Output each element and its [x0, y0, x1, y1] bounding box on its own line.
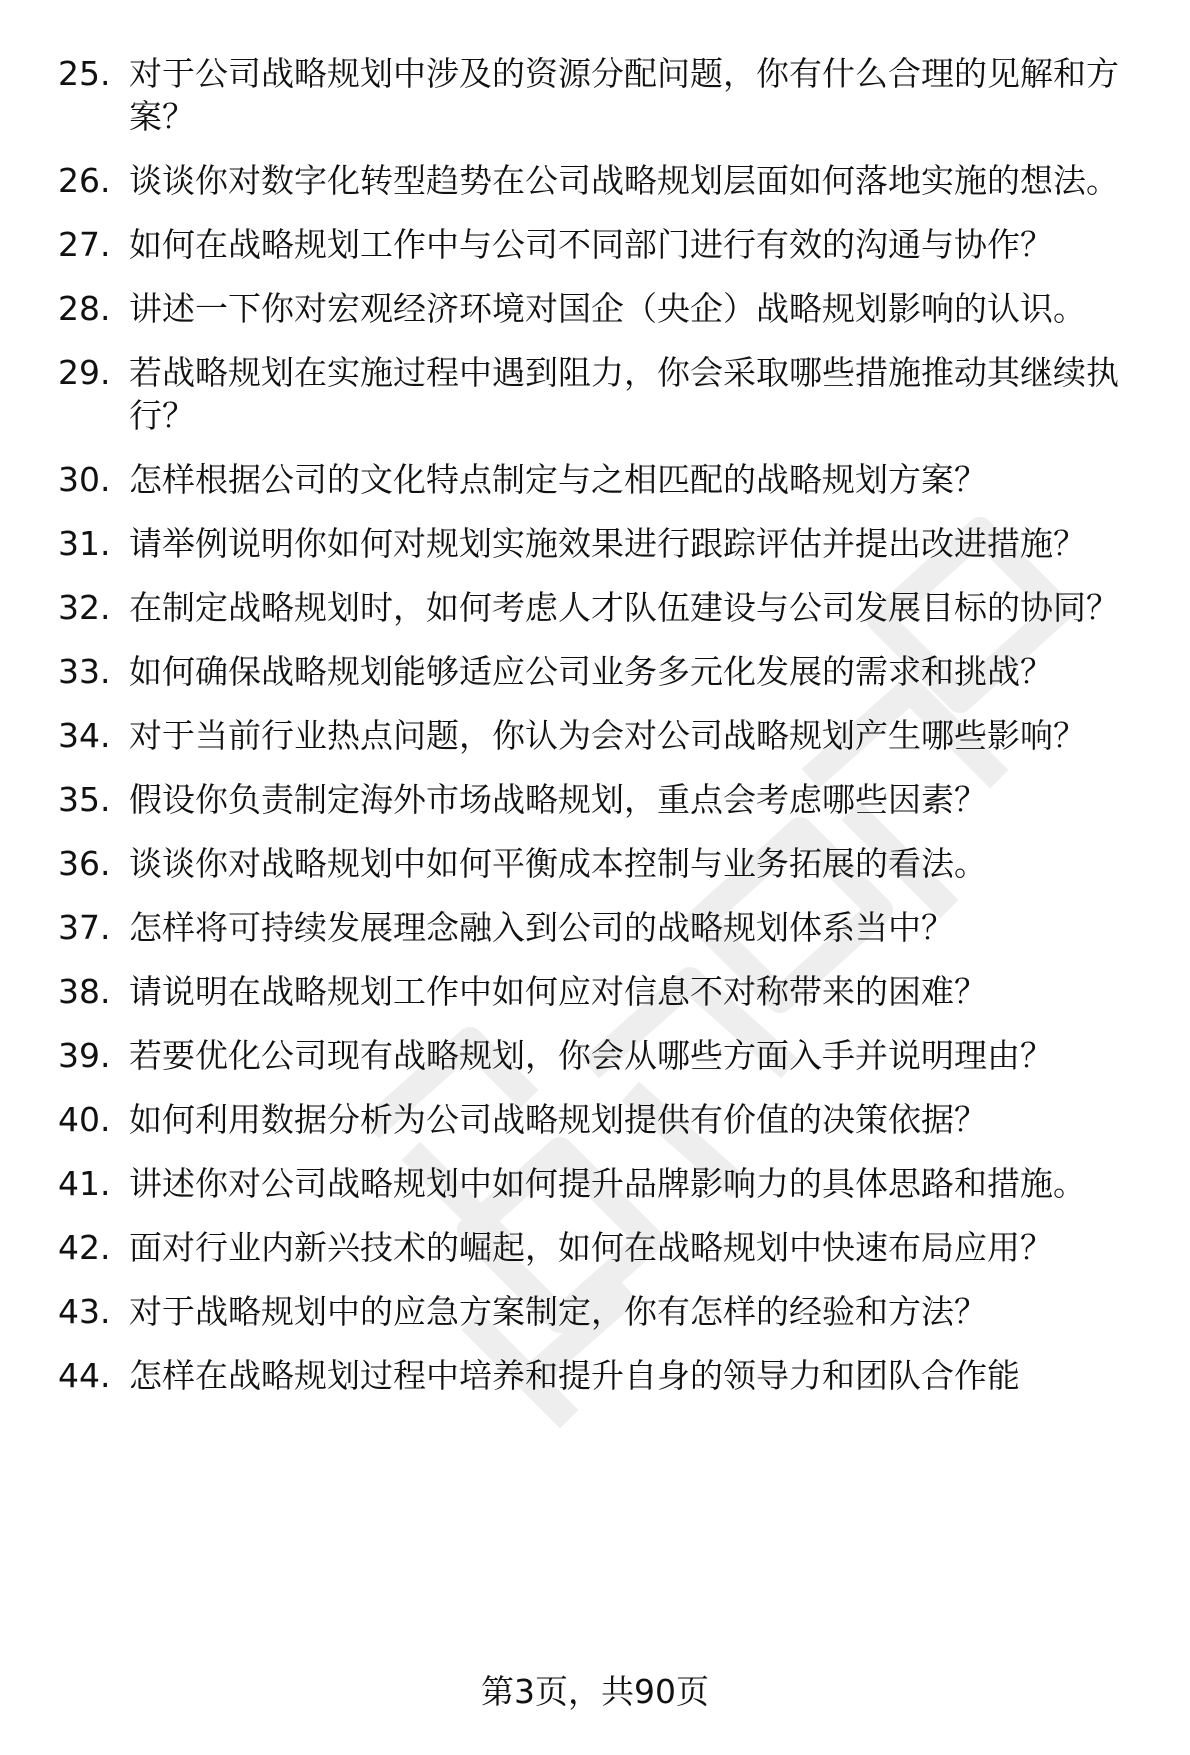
question-text: 讲述一下你对宏观经济环境对国企（央企）战略规划影响的认识。 — [129, 289, 1086, 328]
question-number: 30. — [58, 460, 111, 499]
question-number: 37. — [58, 908, 111, 947]
question-item — [58, 906, 1148, 949]
question-number: 26. — [58, 161, 111, 200]
question-number: 33. — [58, 652, 111, 691]
question-item — [58, 842, 1148, 885]
question-text: 如何确保战略规划能够适应公司业务多元化发展的需求和挑战？ — [129, 652, 1053, 691]
question-item — [58, 287, 1148, 330]
question-text: 对于公司战略规划中涉及的资源分配问题，你有什么合理的见解和方案？ — [129, 54, 1119, 136]
question-text: 谈谈你对数字化转型趋势在公司战略规划层面如何落地实施的想法。 — [129, 161, 1119, 200]
question-item — [58, 1162, 1148, 1205]
question-text: 对于当前行业热点问题，你认为会对公司战略规划产生哪些影响？ — [129, 716, 1086, 755]
question-text: 如何利用数据分析为公司战略规划提供有价值的决策依据？ — [129, 1100, 987, 1139]
question-item — [58, 522, 1148, 565]
question-text: 若战略规划在实施过程中遇到阻力，你会采取哪些措施推动其继续执行？ — [129, 353, 1119, 435]
question-number: 25. — [58, 54, 111, 93]
question-number: 31. — [58, 524, 111, 563]
question-item — [58, 650, 1148, 693]
question-number: 36. — [58, 844, 111, 883]
question-text: 若要优化公司现有战略规划，你会从哪些方面入手并说明理由？ — [129, 1036, 1053, 1075]
question-text: 怎样根据公司的文化特点制定与之相匹配的战略规划方案？ — [129, 460, 987, 499]
question-number: 34. — [58, 716, 111, 755]
question-number: 27. — [58, 225, 111, 264]
question-text: 如何在战略规划工作中与公司不同部门进行有效的沟通与协作？ — [129, 225, 1053, 264]
question-number: 29. — [58, 353, 111, 392]
question-item — [58, 1034, 1148, 1077]
question-item — [58, 1354, 1148, 1397]
question-number: 35. — [58, 780, 111, 819]
question-item — [58, 1098, 1148, 1141]
question-item — [58, 52, 1148, 138]
question-text: 怎样将可持续发展理念融入到公司的战略规划体系当中？ — [129, 908, 954, 947]
question-item — [58, 778, 1148, 821]
question-item — [58, 1226, 1148, 1269]
question-number: 43. — [58, 1292, 111, 1331]
question-text: 怎样在战略规划过程中培养和提升自身的领导力和团队合作能 — [129, 1356, 1020, 1395]
question-text: 对于战略规划中的应急方案制定，你有怎样的经验和方法？ — [129, 1292, 987, 1331]
question-text: 面对行业内新兴技术的崛起，如何在战略规划中快速布局应用？ — [129, 1228, 1053, 1267]
question-item — [58, 970, 1148, 1013]
question-number: 38. — [58, 972, 111, 1011]
question-item — [58, 159, 1148, 202]
question-number: 39. — [58, 1036, 111, 1075]
question-item — [58, 586, 1148, 629]
question-text: 在制定战略规划时，如何考虑人才队伍建设与公司发展目标的协同？ — [129, 588, 1119, 627]
question-item — [58, 351, 1148, 437]
question-item — [58, 714, 1148, 757]
question-item — [58, 1290, 1148, 1333]
question-item — [58, 223, 1148, 266]
question-text: 讲述你对公司战略规划中如何提升品牌影响力的具体思路和措施。 — [129, 1164, 1086, 1203]
question-number: 32. — [58, 588, 111, 627]
question-number: 44. — [58, 1356, 111, 1395]
question-number: 42. — [58, 1228, 111, 1267]
page-footer — [0, 1670, 1190, 1713]
question-text: 谈谈你对战略规划中如何平衡成本控制与业务拓展的看法。 — [129, 844, 987, 883]
page-number-label: 第3页，共90页 — [481, 1672, 709, 1711]
question-list — [58, 52, 1148, 1418]
question-text: 请举例说明你如何对规划实施效果进行跟踪评估并提出改进措施？ — [129, 524, 1086, 563]
question-text: 请说明在战略规划工作中如何应对信息不对称带来的困难？ — [129, 972, 987, 1011]
question-text: 假设你负责制定海外市场战略规划，重点会考虑哪些因素？ — [129, 780, 987, 819]
question-number: 28. — [58, 289, 111, 328]
question-number: 40. — [58, 1100, 111, 1139]
question-number: 41. — [58, 1164, 111, 1203]
question-item — [58, 458, 1148, 501]
